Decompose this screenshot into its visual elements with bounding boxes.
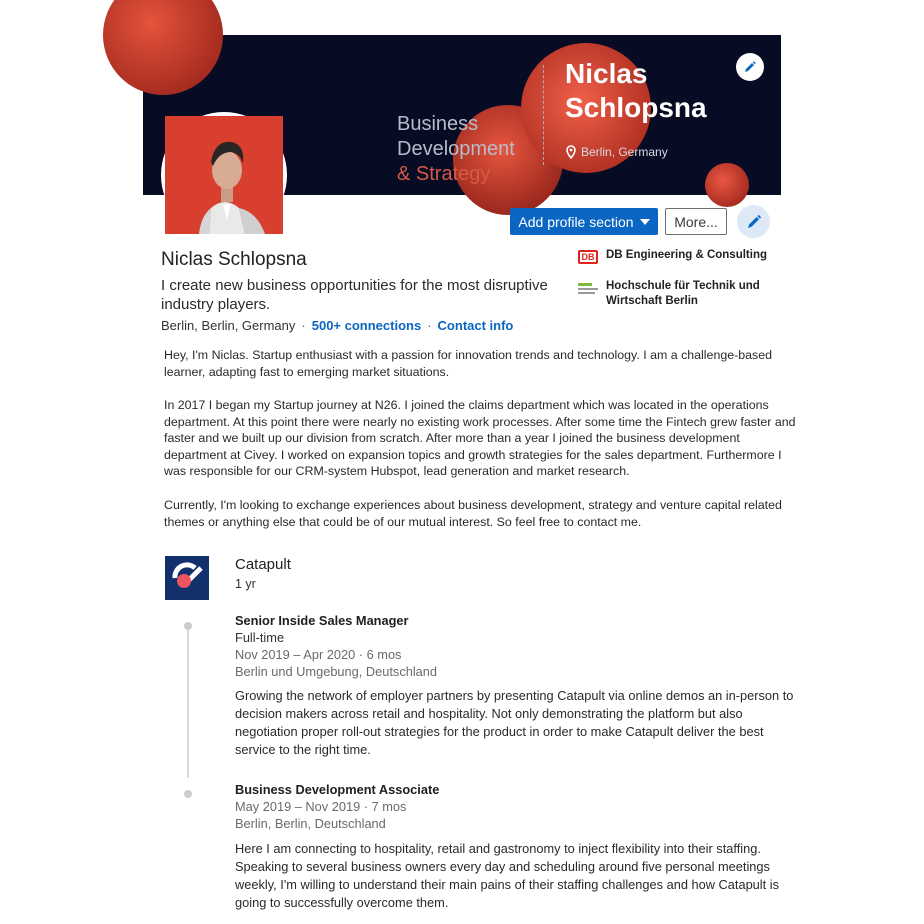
banner-name — [565, 57, 707, 125]
banner-location — [565, 145, 668, 159]
separator-dot: · — [301, 318, 306, 333]
banner-location-text: Berlin, Germany — [581, 145, 668, 159]
position-dates: May 2019 – Nov 2019 · 7 mos — [235, 799, 407, 814]
position-location: Berlin, Berlin, Deutschland — [235, 816, 386, 831]
profile-photo-illustration — [165, 116, 283, 234]
pencil-icon — [743, 60, 757, 74]
position-title[interactable]: Senior Inside Sales Manager — [235, 613, 409, 628]
about-paragraph: Currently, I'm looking to exchange experiences about business development, strategy and venture capital related themes or anything else that could be of our mutual interest. So feel free to contact me. — [164, 498, 782, 529]
profile-headline: I create new business opportunities for the most disruptive industry players. — [161, 277, 548, 313]
connections-link[interactable]: 500+ connections — [311, 318, 422, 333]
timeline-dot — [184, 622, 192, 630]
banner-tagline — [397, 112, 537, 187]
employment-type: Full-time — [235, 630, 285, 645]
edit-banner-button[interactable] — [736, 53, 764, 81]
contact-info-link[interactable]: Contact info — [437, 318, 514, 333]
separator-dot: · — [427, 318, 432, 333]
banner-divider — [543, 65, 544, 165]
add-profile-section-button[interactable] — [510, 208, 658, 235]
position-dates: Nov 2019 – Apr 2020 · 6 mos — [235, 647, 402, 662]
education-name: Hochschule für Technik und Wirtschaft Berlin — [606, 280, 760, 307]
banner-tagline-line: Development — [397, 138, 515, 160]
current-company-link[interactable] — [578, 248, 776, 264]
about-paragraph: In 2017 I began my Startup journey at N26. I joined the claims department which was located in the operations department. At this point there were nearly no existing work processes. After some time the Fintech grew faster and faster and we built up our division from scratch. After more than a year I joined the business development department at Civey. I worked on expansion topics and growth strategies for the sales department. Furthermore I was responsible for our CRM-system Hubspot, lead generation and market research. — [164, 398, 796, 478]
edit-intro-button[interactable] — [737, 205, 770, 238]
current-company-name: DB Engineering & Consulting — [606, 249, 767, 261]
catapult-logo[interactable] — [165, 556, 209, 600]
timeline-dot — [184, 790, 192, 798]
company-duration: 1 yr — [235, 577, 256, 591]
position-location: Berlin und Umgebung, Deutschland — [235, 664, 438, 679]
profile-name: Niclas Schlopsna — [161, 249, 307, 270]
db-logo: DB — [578, 250, 598, 264]
education-link[interactable] — [578, 279, 776, 309]
banner-decor-circle — [103, 0, 223, 95]
add-profile-section-label: Add profile section — [518, 213, 634, 230]
position-title[interactable]: Business Development Associate — [235, 782, 440, 797]
position-description: Growing the network of employer partners by presenting Catapult via online demos an in-person to decision makers across retail and hospitality. Not only demonstrating the platform but also negotiation proper roll-out strategies for the product in order to make Catapult deliver the best service to the right time. — [235, 688, 794, 757]
catapult-logo-mark — [165, 556, 209, 600]
company-name[interactable]: Catapult — [235, 556, 291, 573]
banner-name-line: Niclas — [565, 58, 648, 89]
htw-logo — [578, 283, 598, 295]
caret-down-icon — [640, 219, 650, 225]
map-pin-icon — [565, 145, 577, 159]
profile-location: Berlin, Berlin, Germany — [161, 318, 296, 333]
banner-decor-circle — [705, 163, 749, 207]
more-button[interactable]: More... — [665, 208, 727, 235]
profile-location-line — [161, 318, 513, 333]
timeline-line — [187, 630, 189, 778]
about-paragraph: Hey, I'm Niclas. Startup enthusiast with a passion for innovation trends and technology. I am a challenge-based learner, adapting fast to emerging market situations. — [164, 348, 773, 379]
banner-tagline-line: Business — [397, 113, 479, 135]
banner-tagline-line: & Strategy — [397, 163, 491, 185]
position-description: Here I am connecting to hospitality, retail and gastronomy to inject flexibility into their staffing. Speaking to several business owners every day and scheduling around five personal meetings weekly, I'm willing to understand their main pains of their staffing challenges and how Catapult is going to successfully overcome them. — [235, 841, 779, 910]
banner-name-line: Schlopsna — [565, 92, 707, 123]
profile-photo[interactable] — [161, 112, 287, 238]
pencil-icon — [746, 214, 762, 230]
